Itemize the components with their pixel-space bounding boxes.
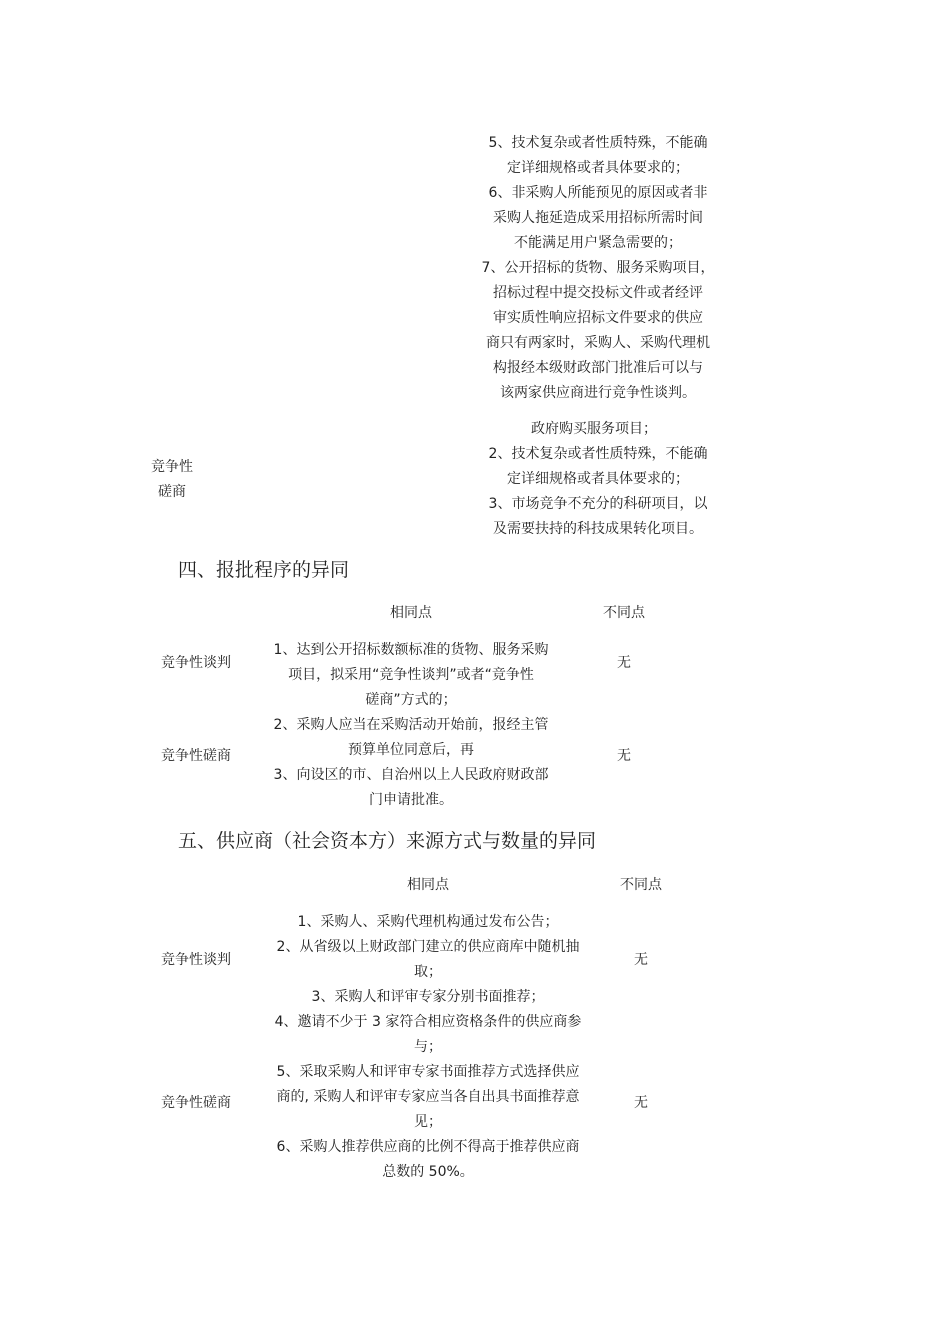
s5-same-line-9: 见； [414, 1114, 442, 1130]
s3-top-line-11: 该两家供应商进行竞争性谈判。 [500, 385, 696, 401]
section5-heading: 五、供应商（社会资本方）来源方式与数量的异同 [178, 830, 597, 852]
s3-bottom-line-5: 及需要扶持的科技成果转化项目。 [493, 521, 703, 537]
s3-bottom-line-3: 定详细规格或者具体要求的； [507, 471, 689, 487]
s3-top-line-4: 采购人拖延造成采用招标所需时间 [493, 210, 703, 226]
s5-same-line-3: 取； [414, 964, 442, 980]
s3-bottom-line-4: 3、市场竞争不充分的科研项目，以 [488, 496, 708, 512]
s3-top-line-3: 6、非采购人所能预见的原因或者非 [488, 185, 708, 201]
s4-same-line-4: 2、采购人应当在采购活动开始前，报经主管 [273, 717, 549, 733]
s3-top-line-8: 审实质性响应招标文件要求的供应 [493, 310, 703, 326]
section4-heading: 四、报批程序的异同 [178, 559, 350, 581]
s5-row2-diff: 无 [634, 1095, 648, 1111]
s3-top-line-7: 招标过程中提交投标文件或者经评 [493, 285, 703, 301]
s4-same-line-2: 项目，拟采用“竞争性谈判”或者“竞争性 [288, 667, 534, 683]
s5-same-line-1: 1、采购人、采购代理机构通过发布公告； [297, 914, 559, 930]
s3-top-line-9: 商只有两家时，采购人、采购代理机 [486, 335, 710, 351]
s5-same-line-11: 总数的 50%。 [382, 1164, 474, 1180]
s4-same-line-1: 1、达到公开招标数额标准的货物、服务采购 [273, 642, 549, 658]
s5-col-header-diff: 不同点 [620, 877, 662, 893]
s3-top-line-10: 构报经本级财政部门批准后可以与 [493, 360, 703, 376]
s3-top-line-6: 7、公开招标的货物、服务采购项目， [481, 260, 715, 276]
s3-top-line-5: 不能满足用户紧急需要的； [514, 235, 682, 251]
s3-top-line-2: 定详细规格或者具体要求的； [507, 160, 689, 176]
s4-col-header-same: 相同点 [390, 605, 432, 621]
s4-row2-diff: 无 [617, 748, 631, 764]
s4-same-line-6: 3、向设区的市、自治州以上人民政府财政部 [273, 767, 549, 783]
s3-bottom-line-2: 2、技术复杂或者性质特殊，不能确 [488, 446, 708, 462]
s4-row2-label: 竞争性磋商 [161, 748, 231, 764]
s4-same-line-3: 磋商”方式的； [365, 692, 457, 708]
s5-row1-label: 竞争性谈判 [161, 952, 231, 968]
s5-same-line-4: 3、采购人和评审专家分别书面推荐； [311, 989, 545, 1005]
s3-bottom-line-1: 政府购买服务项目； [531, 421, 657, 437]
s4-col-header-diff: 不同点 [603, 605, 645, 621]
s4-same-line-7: 门申请批准。 [369, 792, 453, 808]
s4-row1-label: 竞争性谈判 [161, 655, 231, 671]
s5-row1-diff: 无 [634, 952, 648, 968]
s5-same-line-2: 2、从省级以上财政部门建立的供应商库中随机抽 [276, 939, 580, 955]
s3-row-label-line-1: 竞争性 [151, 459, 193, 475]
s5-same-line-10: 6、采购人推荐供应商的比例不得高于推荐供应商 [276, 1139, 580, 1155]
s3-top-line-1: 5、技术复杂或者性质特殊，不能确 [488, 135, 708, 151]
s4-same-line-5: 预算单位同意后，再 [348, 742, 474, 758]
s5-same-line-5: 4、邀请不少于 3 家符合相应资格条件的供应商参 [274, 1014, 582, 1030]
s5-col-header-same: 相同点 [407, 877, 449, 893]
s4-row1-diff: 无 [617, 655, 631, 671]
s3-row-label-line-2: 磋商 [158, 484, 186, 500]
s5-row2-label: 竞争性磋商 [161, 1095, 231, 1111]
s5-same-line-6: 与； [414, 1039, 442, 1055]
s5-same-line-7: 5、采取采购人和评审专家书面推荐方式选择供应 [276, 1064, 580, 1080]
s5-same-line-8: 商的, 采购人和评审专家应当各自出具书面推荐意 [276, 1089, 580, 1105]
